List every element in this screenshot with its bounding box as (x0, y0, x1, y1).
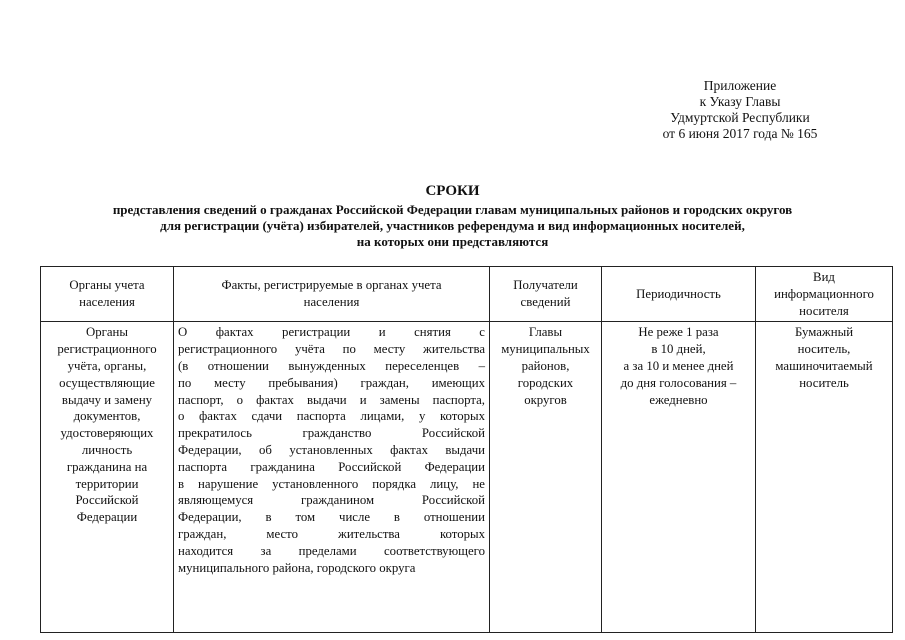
appendix-line: от 6 июня 2017 года № 165 (662, 126, 818, 141)
appendix-header (640, 78, 840, 142)
document-title (40, 182, 865, 250)
header-periodicity: Периодичность (602, 267, 756, 322)
deadlines-table (40, 266, 893, 633)
title-subtitle-line: для регистрации (учёта) избирателей, участников референдума и вид информационных носителей, (160, 218, 745, 233)
table-header-row (41, 267, 893, 322)
header-media: Вид информационного носителя (756, 267, 893, 322)
appendix-line: Удмуртской Республики (670, 110, 810, 125)
cell-periodicity: Не реже 1 раза в 10 дней, а за 10 и менее дней до дня голосования – ежедневно (602, 322, 756, 633)
table-row (41, 322, 893, 633)
title-subtitle-line: представления сведений о гражданах Российской Федерации главам муниципальных районов и городских округов (112, 202, 793, 217)
cell-media: Бумажный носитель, машиночитаемый носитель (756, 322, 893, 633)
cell-recipients: Главы муниципальных районов, городских округов (490, 322, 602, 633)
cell-organs: Органы регистрационного учёта, органы, осуществляющие выдачу и замену документов, удостоверяющих личность гражданина на территории Российской Федерации (41, 322, 174, 633)
appendix-line: Приложение (703, 78, 777, 93)
header-recipients: Получатели сведений (490, 267, 602, 322)
header-organs: Органы учета населения (41, 267, 174, 322)
header-facts: Факты, регистрируемые в органах учета населения (174, 267, 490, 322)
title-subtitle-line: на которых они представляются (356, 234, 549, 249)
appendix-line: к Указу Главы (699, 94, 781, 109)
cell-facts: О фактах регистрации и снятия с регистрационного учёта по месту жительства (в отношении вынужденных переселенцев – по месту пребывания) граждан, имеющих паспорт, о фактах выдачи и замены паспорта, о фактах сдачи паспорта лицами, у которых прекратилось гражданство Российской Федерации, об установленных фактах выдачи паспорта гражданина Российской Федерации в нарушение установленного порядка лицу, не являющемуся гражданином Российской Федерации, в том числе в отношении граждан, место жительства которых находится за пределами соответствующего муниципального района, городского округа (174, 322, 490, 633)
title-main: СРОКИ (425, 183, 480, 199)
